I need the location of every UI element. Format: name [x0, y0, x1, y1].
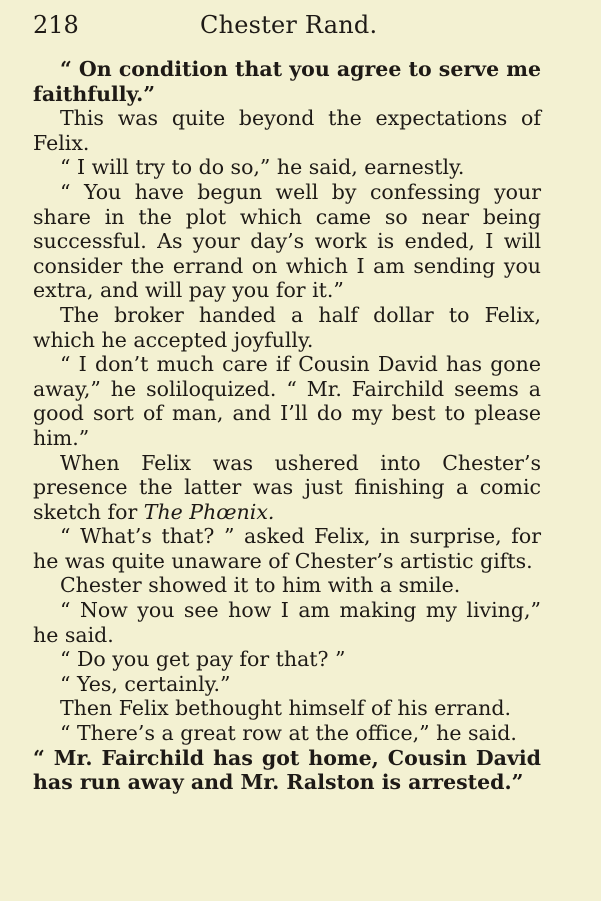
paragraph-13: Then Felix bethought himself of his errand.: [60, 696, 512, 721]
body-text: [33, 57, 541, 795]
paragraph-11: “ Do you get pay for that? ”: [60, 647, 346, 672]
paragraph-6: “ I don’t much care if Cousin David has gone away,” he soliloquized. “ Mr. Fairchild seems a good sort of man, and I’ll do my best to please him.”: [33, 352, 541, 450]
paragraph-14: “ There’s a great row at the office,” he said.: [60, 721, 517, 746]
paragraph-7: [33, 451, 541, 525]
paragraph-15: “ Mr. Fairchild has got home, Cousin David has run away and Mr. Ralston is arrested.”: [33, 745, 541, 795]
paragraph-4: “ You have begun well by confessing your share in the plot which came so near being successful. As your day’s work is ended, I will consider the errand on which I am sending you extra, and will pay you for it.”: [33, 179, 541, 303]
book-title: The Phœnix.: [143, 499, 275, 524]
paragraph-5: The broker handed a half dollar to Felix, which he accepted joyfully.: [33, 302, 541, 352]
paragraph-8: “ What’s that? ” asked Felix, in surprise, for he was quite unaware of Chester’s artistic gifts.: [33, 524, 541, 573]
paragraph-10: “ Now you see how I am making my living,” he said.: [33, 598, 541, 647]
page-number: 218: [33, 11, 79, 39]
page-header: [33, 10, 553, 44]
paragraph-9: Chester showed it to him with a smile.: [60, 573, 461, 598]
paragraph-3: “ I will try to do so,” he said, earnestly.: [60, 155, 465, 180]
paragraph-7-text: When Felix was ushered into Chester’s presence the latter was just finishing a comic sketch for: [33, 450, 541, 524]
paragraph-1: “ On condition that you agree to serve me faithfully.”: [33, 57, 541, 106]
running-head: Chester Rand.: [200, 11, 378, 39]
paragraph-12: “ Yes, certainly.”: [60, 671, 231, 696]
paragraph-2: This was quite beyond the expectations of Felix.: [33, 106, 541, 155]
